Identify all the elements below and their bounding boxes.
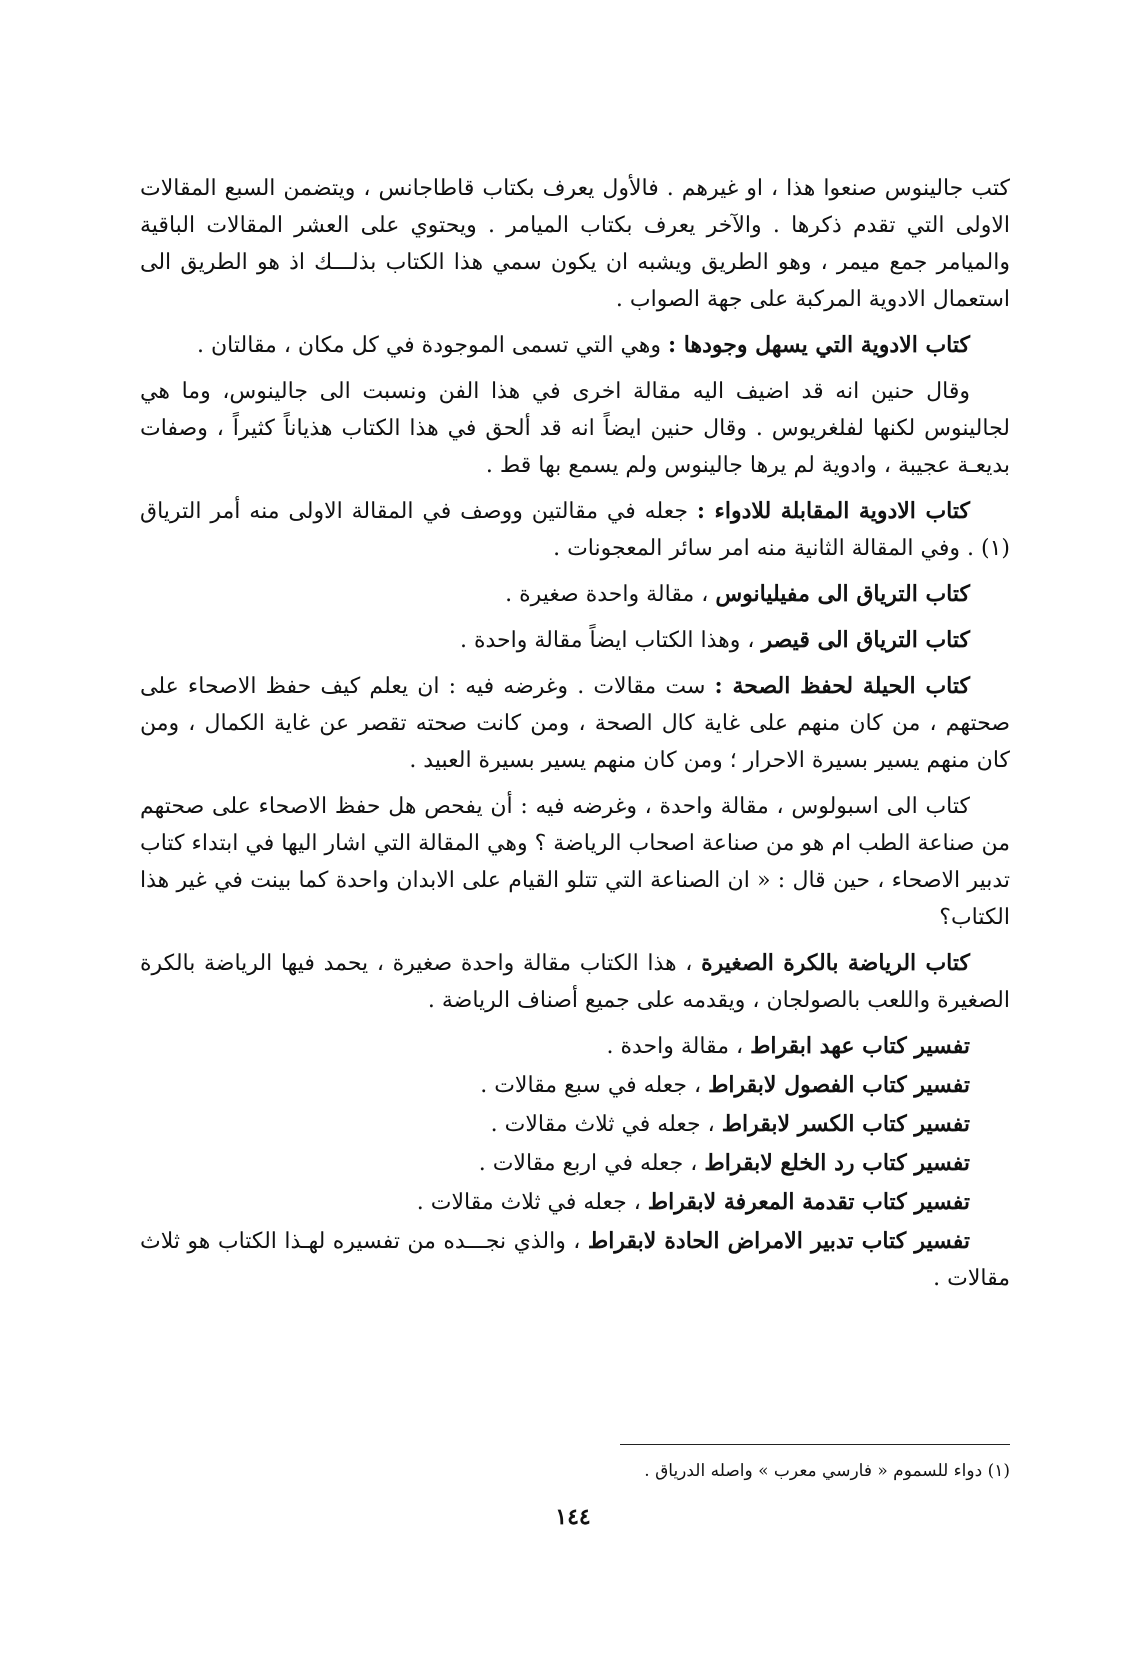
line-title: تفسير كتاب الفصول لابقراط (708, 1072, 970, 1098)
footnote-divider (620, 1444, 1010, 1445)
paragraph-title: كتاب الحيلة لحفظ الصحة : (714, 673, 970, 699)
paragraph-2 (140, 327, 1010, 364)
paragraph-7 (140, 668, 1010, 779)
line-text: ، مقالة واحدة . (606, 1034, 751, 1059)
paragraph-9 (140, 945, 1010, 1019)
paragraph-5 (140, 576, 1010, 613)
paragraph-text: كتاب الى اسبولوس ، مقالة واحدة ، وغرضه فيه : أن يفحص هل حفظ الاصحاء على صحتهم من صناعة الطب ام هو من صناعة اصحاب الرياضة ؟ وهي المقالة التي اشار اليها في ابتداء كتاب تدبير الاصحاء ، حين قال : « ان الصناعة التي تتلو القيام على الابدان واحدة كما بينت في غير هذا الكتاب؟ (140, 794, 1010, 930)
paragraph-text: كتب جالينوس صنعوا هذا ، او غيرهم . فالأول يعرف بكتاب قاطاجانس ، ويتضمن السبع المقالات الاولى التي تقدم ذكرها . والآخر يعرف بكتاب الميامر . ويحتوي على العشر المقالات الباقية والميامر جمع ميمر ، وهو الطريق ويشبه ان يكون سمي هذا الكتاب بذلـــك اذ هو الطريق الى استعمال الادوية المركبة على جهة الصواب . (140, 176, 1010, 312)
line-title: تفسير كتاب تقدمة المعرفة لابقراط (647, 1189, 970, 1215)
paragraph-title: تفسير كتاب تدبير الامراض الحادة لابقراط (587, 1228, 971, 1254)
paragraph-1 (140, 170, 1010, 318)
paragraph-text: ، وهذا الكتاب ايضاً مقالة واحدة . (459, 628, 762, 653)
paragraph-3 (140, 373, 1010, 484)
commentary-line-3 (140, 1106, 1010, 1143)
line-text: ، جعله في اربع مقالات . (478, 1151, 705, 1176)
commentary-line-5 (140, 1184, 1010, 1221)
paragraph-last (140, 1223, 1010, 1297)
line-text: ، جعله في ثلاث مقالات . (490, 1112, 722, 1137)
paragraph-title: كتاب الترياق الى مفيليانوس (715, 581, 970, 607)
line-title: تفسير كتاب الكسر لابقراط (721, 1111, 970, 1137)
footnote: (١) دواء للسموم « فارسي معرب » واصله الدرياق . (644, 1461, 1010, 1481)
commentary-line-2 (140, 1067, 1010, 1104)
paragraph-6 (140, 622, 1010, 659)
paragraph-text: ، مقالة واحدة صغيرة . (505, 582, 716, 607)
paragraph-text: جعله في مقالتين ووصف في المقالة الاولى منه أمر الترياق (١) . وفي المقالة الثانية منه امر سائر المعجونات . (140, 499, 1010, 561)
commentary-line-4 (140, 1145, 1010, 1182)
paragraph-text: وهي التي تسمى الموجودة في كل مكان ، مقالتان . (197, 333, 669, 358)
line-text: ، جعله في سبع مقالات . (480, 1073, 709, 1098)
paragraph-4 (140, 493, 1010, 567)
body-text (140, 170, 1010, 1306)
paragraph-title: كتاب الادوية التي يسهل وجودها : (668, 332, 970, 358)
paragraph-text: ، هذا الكتاب مقالة واحدة صغيرة ، يحمد فيها الرياضة بالكرة الصغيرة واللعب بالصولجان ، ويقدمه على جميع أصناف الرياضة . (140, 951, 1010, 1013)
line-text: ، جعله في ثلاث مقالات . (416, 1190, 648, 1215)
paragraph-title: كتاب الترياق الى قيصر (761, 627, 970, 653)
page-number: ١٤٤ (555, 1504, 591, 1530)
paragraph-text: ، والذي نجـــده من تفسيره لهـذا الكتاب هو ثلاث مقالات . (140, 1229, 1010, 1291)
paragraph-8 (140, 788, 1010, 936)
commentary-line-1 (140, 1028, 1010, 1065)
paragraph-title: كتاب الادوية المقابلة للادواء : (696, 498, 970, 524)
paragraph-text: وقال حنين انه قد اضيف اليه مقالة اخرى في هذا الفن ونسبت الى جالينوس، وما هي لجالينوس لكنها لفلغريوس . وقال حنين ايضاً انه قد ألحق في هذا الكتاب هذياناً كثيراً ، وصفات بديعـة عجيبة ، وادوية لم يرها جالينوس ولم يسمع بها قط . (140, 379, 1010, 478)
line-title: تفسير كتاب عهد ابقراط (750, 1033, 970, 1059)
line-title: تفسير كتاب رد الخلع لابقراط (704, 1150, 970, 1176)
paragraph-text: ست مقالات . وغرضه فيه : ان يعلم كيف حفظ الاصحاء على صحتهم ، من كان منهم على غاية كال الصحة ، ومن كانت صحته تقصر عن غاية الكمال ، ومن كان منهم يسير بسيرة الاحرار ؛ ومن كان منهم يسير بسيرة العبيد . (140, 674, 1010, 773)
paragraph-title: كتاب الرياضة بالكرة الصغيرة (701, 950, 970, 976)
